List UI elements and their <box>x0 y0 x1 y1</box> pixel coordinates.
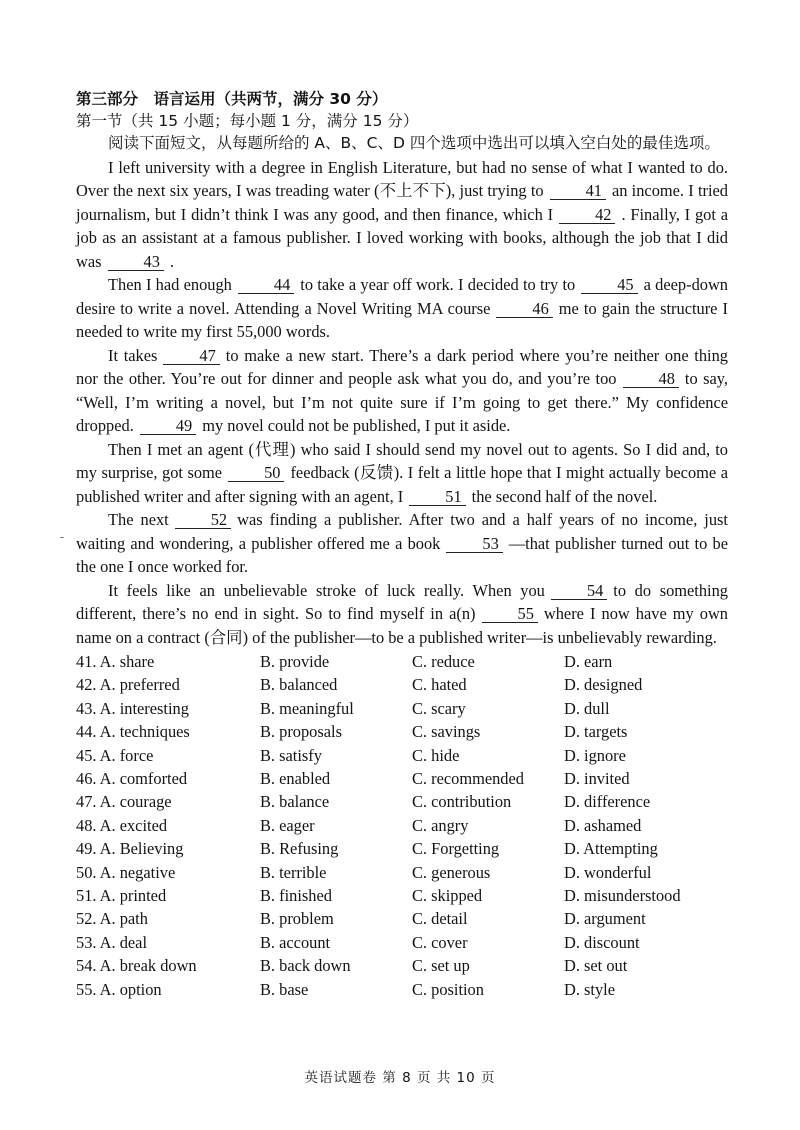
option-choice: D. discount <box>564 932 640 952</box>
answer-blank: 50 <box>228 464 284 482</box>
passage-text: was finding a publisher. After two and a half years of no income, just waiting and wondering, a publisher offered me a book <box>76 510 728 553</box>
option-row <box>76 744 728 767</box>
option-choice: B. satisfy <box>260 745 322 765</box>
answer-blank: 52 <box>175 511 231 529</box>
passage-text: . <box>169 251 174 271</box>
option-choice: C. reduce <box>412 652 475 671</box>
option-choice: C. Forgetting <box>412 839 500 859</box>
passage-text: to do something different, there’s no end in sight. So to find myself in a(n) <box>76 580 728 623</box>
passage-text: Then I had enough <box>108 275 232 294</box>
option-choice: 53. A. deal <box>76 932 148 952</box>
passage-text: I left university with a degree in English Literature, but had no sense of what I wanted to do. Over the next six years, I was treading water (不上不下), just trying to <box>76 157 728 200</box>
passage-paragraph <box>76 273 728 344</box>
option-choice: C. scary <box>412 698 466 718</box>
option-choice: B. finished <box>260 886 332 906</box>
option-choice: D. Attempting <box>564 839 658 859</box>
option-choice: D. invited <box>564 769 630 789</box>
option-row <box>76 790 728 813</box>
section-title: 第三部分 语言运用（共两节，满分 30 分） <box>76 90 388 108</box>
answer-blank: 41 <box>550 182 606 200</box>
option-choice: B. enabled <box>260 769 331 789</box>
option-choice: C. position <box>412 979 484 999</box>
option-choice: D. style <box>564 979 615 999</box>
option-choice: C. hated <box>412 675 467 695</box>
answer-blank: 53 <box>446 535 502 553</box>
option-choice: 44. A. techniques <box>76 722 190 742</box>
passage-text: It takes <box>108 345 158 365</box>
answer-blank: 51 <box>409 488 465 506</box>
answer-blank: 45 <box>581 276 637 294</box>
option-choice: C. angry <box>412 815 469 835</box>
answer-blank: 55 <box>482 605 538 623</box>
answer-blank: 49 <box>140 417 196 435</box>
option-choice: C. contribution <box>412 792 512 812</box>
option-choice: 50. A. negative <box>76 862 176 882</box>
option-choice: D. ashamed <box>564 815 642 835</box>
option-choice: C. savings <box>412 722 481 742</box>
option-choice: C. skipped <box>412 886 483 906</box>
option-choice: B. meaningful <box>260 698 354 718</box>
passage-text: where I now have my own name on a contract (合同) of the publisher—to be a published writer—is unbelievably rewarding. <box>76 604 728 647</box>
answer-blank: 44 <box>238 276 294 294</box>
option-choice: C. cover <box>412 932 468 952</box>
option-choice: B. balanced <box>260 675 338 695</box>
option-choice: B. base <box>260 979 309 999</box>
option-choice: 47. A. courage <box>76 792 172 812</box>
option-choice: D. set out <box>564 956 628 976</box>
option-choice: B. account <box>260 932 331 952</box>
passage-text: It feels like an unbelievable stroke of luck really. When you <box>108 580 545 600</box>
option-choice: D. designed <box>564 675 643 695</box>
option-choice: 45. A. force <box>76 745 154 765</box>
option-choice: C. recommended <box>412 769 524 789</box>
option-choice: B. Refusing <box>260 839 339 859</box>
passage-paragraph <box>76 508 728 579</box>
option-choice: 46. A. comforted <box>76 769 188 789</box>
option-choice: D. dull <box>564 698 610 718</box>
option-choice: 42. A. preferred <box>76 675 180 695</box>
option-choice: B. terrible <box>260 862 327 882</box>
option-row <box>76 884 728 907</box>
passage-text: to take a year off work. I decided to try to <box>300 275 576 294</box>
exam-page <box>76 88 728 1001</box>
passage-text: . Finally, I got a job as an assistant at a famous publisher. I loved working with books, although the job that I did was <box>76 204 728 271</box>
answer-blank: 48 <box>623 370 679 388</box>
passage-text: The next <box>108 510 169 529</box>
option-choice: C. set up <box>412 956 470 976</box>
option-row <box>76 720 728 743</box>
option-row <box>76 814 728 837</box>
answer-blank: 43 <box>108 253 164 271</box>
answer-blank: 42 <box>559 206 615 224</box>
answer-blank: 47 <box>163 347 219 365</box>
option-choice: C. hide <box>412 745 460 765</box>
option-row <box>76 650 728 673</box>
option-choice: 41. A. share <box>76 652 155 671</box>
option-choice: B. proposals <box>260 722 342 742</box>
option-choice: B. provide <box>260 652 330 671</box>
option-row <box>76 954 728 977</box>
option-choice: 49. A. Believing <box>76 839 184 859</box>
option-choice: 55. A. option <box>76 979 162 999</box>
option-choice: B. back down <box>260 956 351 976</box>
option-choice: B. problem <box>260 909 334 929</box>
answer-blank: 54 <box>551 582 607 600</box>
passage-text: Then I met an agent (代理) who said I should send my novel out to agents. So I did and, to my surprise, got some <box>76 439 728 482</box>
option-choice: D. earn <box>564 652 613 671</box>
option-choice: D. difference <box>564 792 651 812</box>
option-choice: C. generous <box>412 862 491 882</box>
option-choice: C. detail <box>412 909 468 929</box>
option-choice: B. eager <box>260 815 315 835</box>
option-choice: D. argument <box>564 909 646 929</box>
answer-blank: 46 <box>496 300 552 318</box>
option-choice: D. targets <box>564 722 628 742</box>
option-row <box>76 931 728 954</box>
passage-paragraph <box>76 344 728 438</box>
option-choice: 48. A. excited <box>76 815 168 835</box>
option-row <box>76 907 728 930</box>
page-footer: 英语试题卷 第 8 页 共 10 页 <box>304 1070 496 1086</box>
option-choice: 52. A. path <box>76 909 148 929</box>
passage-paragraph <box>76 579 728 650</box>
option-choice: D. ignore <box>564 745 626 765</box>
option-choice: D. wonderful <box>564 862 652 882</box>
passage-paragraph <box>76 438 728 509</box>
option-row <box>76 861 728 884</box>
option-choice: 54. A. break down <box>76 956 197 976</box>
option-row <box>76 837 728 860</box>
option-row <box>76 978 728 1001</box>
passage-text: to say, “Well, I’m writing a novel, but I’m not quite sure if I’m going to get there.” My confidence dropped. <box>76 369 728 435</box>
passage-text: feedback (反馈). I felt a little hope that I might actually become a published writer and after signing with an agent, I <box>76 463 728 506</box>
option-choice: D. misunderstood <box>564 886 681 906</box>
option-row <box>76 697 728 720</box>
passage-text: to make a new start. There’s a dark period where you’re neither one thing nor the other. You’re out for dinner and people ask what you do, and you’re too <box>76 345 728 388</box>
instruction-text: 阅读下面短文，从每题所给的 A、B、C、D 四个选项中选出可以填入空白处的最佳选项。 <box>108 134 720 152</box>
option-choice: 43. A. interesting <box>76 698 189 718</box>
option-row <box>76 767 728 790</box>
passage-paragraph <box>76 156 728 274</box>
option-choice: 51. A. printed <box>76 886 167 906</box>
option-choice: B. balance <box>260 792 330 812</box>
passage-text: —that publisher turned out to be the one I once worked for. <box>76 533 728 576</box>
passage-text: me to gain the structure I needed to write my first 55,000 words. <box>76 298 728 341</box>
passage-text: my novel could not be published, I put it aside. <box>202 416 511 435</box>
option-row <box>76 673 728 696</box>
subsection-title: 第一节（共 15 小题；每小题 1 分，满分 15 分） <box>76 112 419 130</box>
passage-text: the second half of the novel. <box>471 486 658 506</box>
passage-text: a deep-down desire to write a novel. Attending a Novel Writing MA course <box>76 275 728 318</box>
passage-text: an income. I tried journalism, but I didn’t think I was any good, and then finance, which I <box>76 181 728 224</box>
passage <box>76 156 728 650</box>
margin-mark: - <box>60 530 65 544</box>
options-list <box>76 650 728 1001</box>
